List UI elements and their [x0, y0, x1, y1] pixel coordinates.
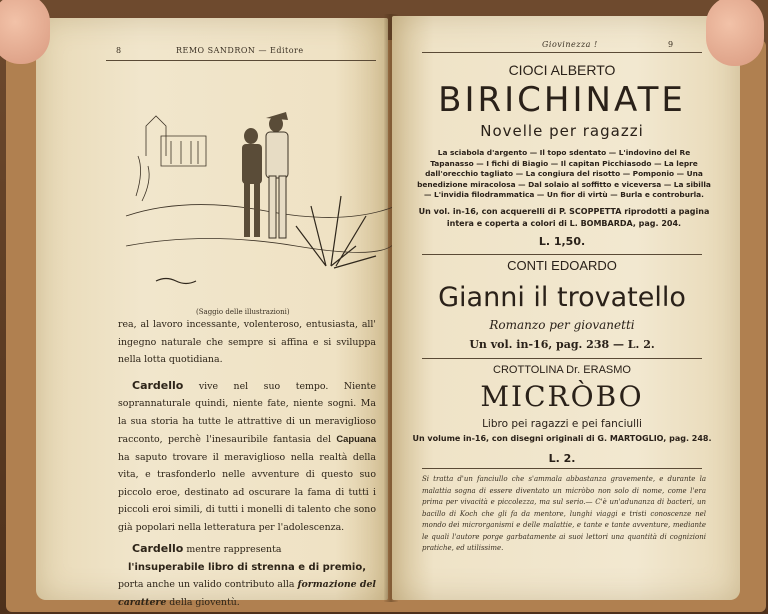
- illustration-caption: (Saggio delle illustrazioni): [196, 308, 290, 316]
- porta-text: porta anche un valido contributo alla: [118, 579, 298, 590]
- book1-author: CIOCI ALBERTO: [508, 62, 616, 78]
- book2-author: CONTI EDOARDO: [507, 258, 617, 273]
- book1-title: BIRICHINATE: [438, 80, 686, 120]
- mentre-text: mentre rappresenta: [183, 544, 282, 555]
- left-thumb: [0, 0, 50, 64]
- book1-details: Un vol. in-16, con acquerelli di P. SCOPPETTA riprodotti a pagina intera e coperta a colori di L. BOMBARDA, pag. 204.: [418, 207, 710, 228]
- book1-subtitle: Novelle per ragazzi: [480, 122, 644, 140]
- book3-description: Si tratta d'un fanciullo che s'ammala abbastanza gravemente, e durante la malattia sogna di essere diventato un micròbo non solo di nome, come l'era prima per vivacità e piccolezza, ma sul serio.— C'è un'adunanza di bacteri, un bacillo di Koch che gli fa da mentore, lunghi viaggi e tristi conoscenze nel mondo dei microrganismi e delle malattie, e tante e tante avventure, mediante le quali l'autore porge garbatamente ai suoi lettori una quantità di cognizioni pratiche, ed utilissime.: [422, 475, 706, 552]
- right-head-rule: [422, 52, 702, 53]
- capuana-name: Capuana: [336, 433, 376, 444]
- rule-2: [422, 358, 702, 359]
- book1-price: L. 1,50.: [538, 235, 586, 248]
- rule-3: [422, 468, 702, 469]
- paragraph-2b-text: ha saputo trovare il meraviglioso nella realtà della vita, e trasfonderlo nelle avventure di questo suo piccolo eroe, destinato ad oscurare la fama di tutti i piccoli eroi simili, di tutti i monelli di talento che sono già popolari nella letteratura per l'adolescenza.: [118, 451, 376, 533]
- book3-price: L. 2.: [548, 452, 576, 465]
- paragraph-4: [118, 576, 376, 611]
- paragraph-1: rea, al lavoro incessante, volenteroso, entusiasta, all' ingegno naturale che sempre si affina e si sviluppa nella lotta quotidiana.: [118, 319, 376, 365]
- left-head-rule: [106, 60, 376, 61]
- gioventu-text: della gioventù.: [166, 596, 240, 608]
- paragraph-2: [118, 377, 376, 537]
- book3-details: Un volume in-16, con disegni originali di G. MARTOGLIO, pag. 248.: [412, 434, 712, 443]
- paragraph-3: [118, 540, 376, 559]
- cardello-word-2: Cardello: [132, 542, 184, 555]
- left-running-head: REMO SANDRON — Editore: [176, 46, 304, 55]
- paragraph-2-text: vive nel suo tempo. Niente soprannaturale quindi, niente fate, niente sogni. Ma la sua storia ha tutte le attrattive di un meraviglioso racconto, perchè l'inesauribile fantasia del: [118, 380, 376, 445]
- left-page: [36, 18, 388, 608]
- left-page-number: 8: [116, 46, 122, 55]
- cardello-word: Cardello: [132, 378, 184, 392]
- strenna-line: l'insuperabile libro di strenna e di premio,: [127, 561, 366, 573]
- book3-subtitle: Libro pei ragazzi e pei fanciulli: [482, 418, 642, 430]
- formazione-text: formazione del carattere: [118, 579, 376, 608]
- right-running-head: Giovinezza !: [542, 40, 598, 49]
- left-body-text: [118, 316, 376, 611]
- book3-title: MICRÒBO: [480, 380, 644, 413]
- book2-title: Gianni il trovatello: [438, 282, 686, 313]
- right-thumb: [706, 0, 764, 66]
- book2-details: Un vol. in-16, pag. 238 — L. 2.: [469, 338, 655, 351]
- book3-author: CROTTOLINA Dr. ERASMO: [493, 364, 631, 376]
- right-page-number: 9: [668, 40, 674, 49]
- book1-contents: La sciabola d'argento — Il topo sdentato — L'indovino del Re Tapanasso — I fichi di Biagio — Il capitan Picchiasodo — La lepre dall'orecchio tagliato — La congiura del risotto — Pomponio — Una benedizione miracolosa — Dal solaio al soffitto e viceversa — La sibilla — L'invidia filodrammatica — Un fior di virtù — Burla e controburla.: [417, 148, 711, 199]
- right-page: [392, 16, 740, 600]
- rule-1: [422, 254, 702, 255]
- engraving-illustration: [126, 96, 396, 296]
- book2-subtitle: Romanzo per giovanetti: [489, 318, 635, 332]
